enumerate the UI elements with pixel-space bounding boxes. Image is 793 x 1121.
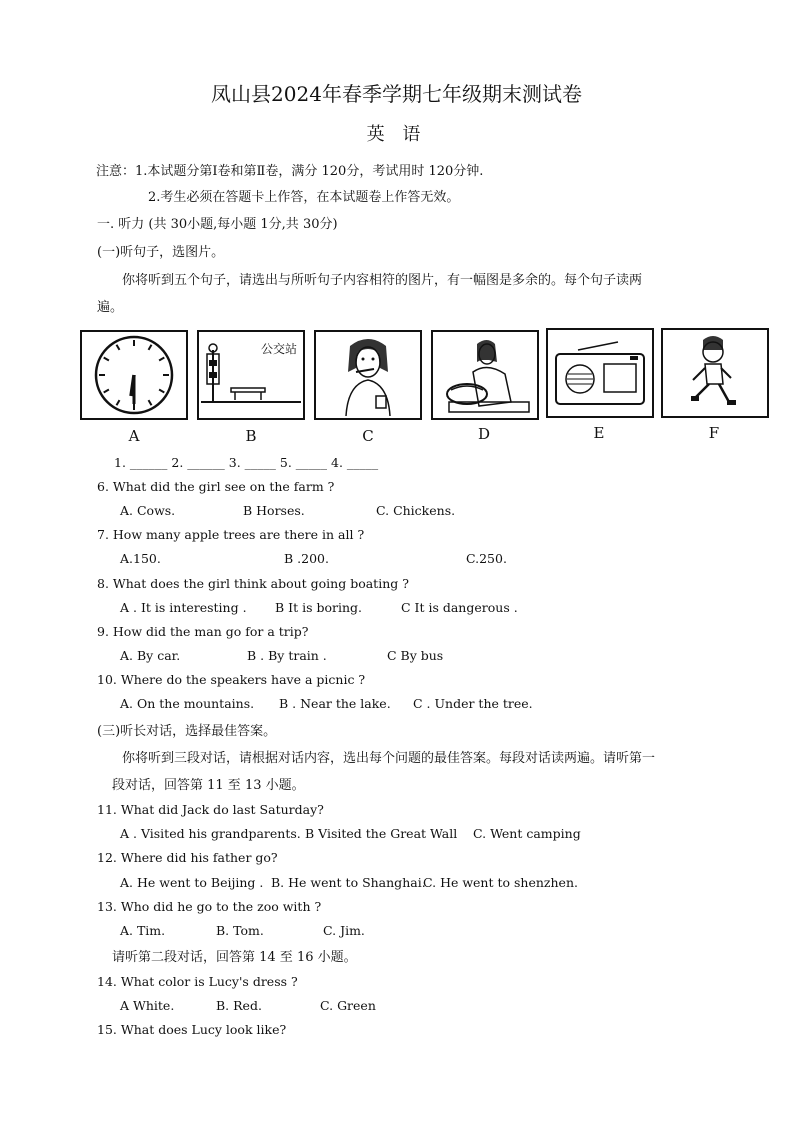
picture-label-e: E <box>593 424 605 442</box>
q11-option-a: A . Visited his grandparents. <box>120 826 301 841</box>
question-8: 8. What does the girl think about going boating ? <box>97 576 409 591</box>
q10-option-b: B . Near the lake. <box>279 696 391 711</box>
q11-option-b: B Visited the Great Wall <box>305 826 458 841</box>
part3-instruction: 你将听到三段对话，请根据对话内容，选出每个问题的最佳答案。每段对话读两遍。请听第一 <box>122 751 656 766</box>
running-boy-icon <box>663 330 767 416</box>
question-11: 11. What did Jack do last Saturday? <box>97 802 324 817</box>
picture-label-f: F <box>708 424 720 442</box>
exam-title: 凤山县2024年春季学期七年级期末测试卷 <box>211 82 582 106</box>
picture-radio <box>546 328 654 418</box>
picture-bus-stop <box>197 330 305 420</box>
q13-option-b: B. Tom. <box>216 923 264 938</box>
q12-option-b: B. He went to Shanghai. <box>271 875 426 890</box>
part1-instruction: 你将听到五个句子，请选出与所听句子内容相符的图片，有一幅图是多余的。每个句子读两 <box>122 273 643 288</box>
question-7: 7. How many apple trees are there in all ? <box>97 527 365 542</box>
picture-running-boy <box>661 328 769 418</box>
q13-option-c: C. Jim. <box>323 923 365 938</box>
q8-option-b: B It is boring. <box>275 600 363 615</box>
q9-option-b: B . By train . <box>247 648 327 663</box>
q9-option-c: C By bus <box>387 648 444 663</box>
q13-option-a: A. Tim. <box>120 923 166 938</box>
part1-heading: (一)听句子，选图片。 <box>97 245 225 260</box>
bus-stop-sign: 公交站 <box>261 342 298 356</box>
woman-washing-clothes-icon <box>433 332 537 418</box>
question-10: 10. Where do the speakers have a picnic ? <box>97 672 366 687</box>
q11-option-c: C. Went camping <box>473 826 581 841</box>
q12-option-a: A. He went to Beijing . <box>120 875 264 890</box>
girl-brushing-teeth-icon <box>316 332 420 418</box>
q7-option-a: A.150. <box>120 551 161 566</box>
picture-brushing-teeth <box>314 330 422 420</box>
question-14: 14. What color is Lucy's dress ? <box>97 974 298 989</box>
clock-icon <box>82 332 186 418</box>
picture-clock <box>80 330 188 420</box>
q10-option-c: C . Under the tree. <box>413 696 533 711</box>
q14-option-a: A White. <box>120 998 175 1013</box>
question-15: 15. What does Lucy look like? <box>97 1022 287 1037</box>
q10-option-a: A. On the mountains. <box>120 696 255 711</box>
q7-option-b: B .200. <box>284 551 329 566</box>
q8-option-c: C It is dangerous . <box>401 600 518 615</box>
q14-option-b: B. Red. <box>216 998 262 1013</box>
question-6: 6. What did the girl see on the farm ? <box>97 479 335 494</box>
section-heading-listening: 一. 听力 (共 30小题,每小题 1分,共 30分) <box>97 217 338 232</box>
picture-washing <box>431 330 539 420</box>
picture-label-a: A <box>128 427 140 445</box>
question-12: 12. Where did his father go? <box>97 850 278 865</box>
q6-option-c: C. Chickens. <box>376 503 456 518</box>
note-line-1: 注意：1.本试题分第Ⅰ卷和第Ⅱ卷，满分 120分，考试用时 120分钟. <box>96 164 484 179</box>
part3-second-dialogue-instruction: 请听第二段对话，回答第 14 至 16 小题。 <box>112 950 357 965</box>
q6-option-b: B Horses. <box>243 503 305 518</box>
question-9: 9. How did the man go for a trip? <box>97 624 309 639</box>
picture-label-b: B <box>245 427 257 445</box>
exam-subject: 英 语 <box>366 124 427 145</box>
part3-heading: (三)听长对话，选择最佳答案。 <box>97 724 277 739</box>
q6-option-a: A. Cows. <box>120 503 176 518</box>
radio-icon <box>548 330 652 416</box>
q7-option-c: C.250. <box>466 551 507 566</box>
picture-label-c: C <box>362 427 374 445</box>
q9-option-a: A. By car. <box>120 648 181 663</box>
picture-label-d: D <box>477 425 491 443</box>
q8-option-a: A . It is interesting . <box>120 600 247 615</box>
q12-option-c: C. He went to shenzhen. <box>423 875 578 890</box>
answer-blanks: 1. ______ 2. ______ 3. _____ 5. _____ 4. _____ <box>114 455 379 470</box>
part1-instruction-cont: 遍。 <box>97 300 124 315</box>
q14-option-c: C. Green <box>320 998 376 1013</box>
part3-instruction-cont: 段对话，回答第 11 至 13 小题。 <box>112 778 305 793</box>
note-line-2: 2.考生必须在答题卡上作答，在本试题卷上作答无效。 <box>148 190 460 205</box>
question-13: 13. Who did he go to the zoo with ? <box>97 899 322 914</box>
